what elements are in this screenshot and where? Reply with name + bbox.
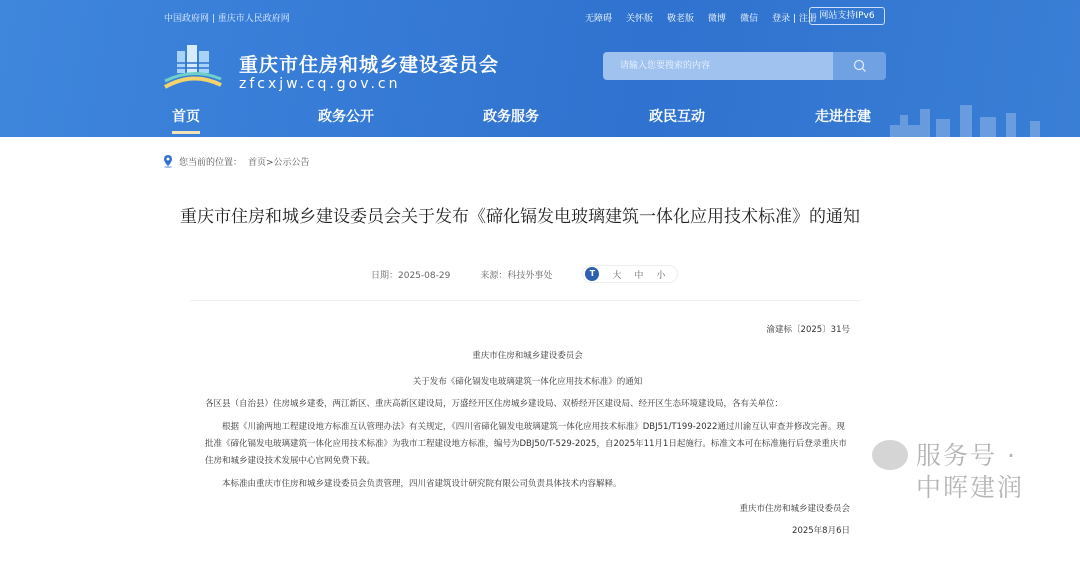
font-small-button[interactable]: 小 [656, 270, 666, 281]
link-elderly-mode[interactable]: 敬老版 [667, 14, 695, 24]
document-paragraph: 根据《川渝两地工程建设地方标准互认管理办法》有关规定，《四川省碲化镉发电玻璃建筑一体化应用技术标准》DBJ51/T199-2022通过川渝互认审查并修改完善。现批准《碲化镉发电玻璃建筑一体化应用技术标准》为我市工程建设地方标准，编号为DBJ50/T-529-2025，自2025年11月1日起施行。标准文本可在标准施行后登录重庆市住房和城乡建设技术发展中心官网免费下载。 [205, 422, 847, 466]
top-links [585, 11, 817, 24]
location-pin-icon [163, 155, 173, 168]
article-title: 重庆市住房和城乡建设委员会关于发布《碲化镉发电玻璃建筑一体化应用技术标准》的通知 [180, 207, 860, 227]
wechat-icon [872, 440, 908, 470]
top-left-links[interactable]: 中国政府网 | 重庆市人民政府网 [164, 14, 290, 24]
document-body [205, 322, 850, 540]
document-paragraph: 本标准由重庆市住房和城乡建设委员会负责管理，四川省建筑设计研究院有限公司负责具体技术内容解释。 [222, 479, 622, 489]
document-number: 渝建标〔2025〕31号 [766, 325, 850, 335]
skyline-decoration [890, 97, 1080, 137]
link-login-register[interactable]: 登录 | 注册 [772, 14, 817, 24]
article-date: 日期：2025-08-29 [371, 270, 451, 281]
search-input[interactable] [603, 52, 833, 80]
document-sign-date: 2025年8月6日 [792, 526, 850, 536]
site-header [0, 0, 1080, 137]
document-signature: 重庆市住房和城乡建设委员会 [739, 504, 850, 514]
document-recipients: 各区县（自治县）住房城乡建委，两江新区、重庆高新区建设局，万盛经开区住房城乡建设局、双桥经开区建设局、经开区生态环境建设局，各有关单位： [205, 399, 784, 409]
article-source: 来源：科技外事处 [480, 270, 553, 281]
nav-gov-affairs[interactable]: 政务公开 [318, 109, 374, 125]
breadcrumb [163, 155, 310, 168]
link-wechat[interactable]: 微信 [740, 14, 759, 24]
divider [190, 300, 860, 301]
site-logo-icon [163, 45, 223, 91]
document-subject: 关于发布《碲化镉发电玻璃建筑一体化应用技术标准》的通知 [412, 377, 643, 387]
site-name[interactable]: 重庆市住房和城乡建设委员会 [239, 54, 500, 76]
ipv6-badge[interactable]: 网站支持IPv6 [809, 7, 885, 25]
font-size-control [582, 265, 678, 283]
nav-gov-services[interactable]: 政务服务 [483, 109, 539, 125]
search-button[interactable] [833, 52, 886, 80]
nav-interaction[interactable]: 政民互动 [649, 109, 705, 125]
font-medium-button[interactable]: 中 [634, 270, 644, 281]
search-bar [603, 52, 886, 80]
site-domain: zfcxjw.cq.gov.cn [239, 76, 401, 92]
link-accessibility[interactable]: 无障碍 [585, 14, 613, 24]
document-issuer: 重庆市住房和城乡建设委员会 [472, 351, 583, 361]
breadcrumb-label: 您当前的位置： [179, 158, 243, 168]
nav-about[interactable]: 走进住建 [815, 109, 871, 125]
link-care-mode[interactable]: 关怀版 [626, 14, 654, 24]
search-icon [853, 59, 867, 73]
nav-home[interactable]: 首页 [172, 106, 200, 126]
link-weibo[interactable]: 微博 [708, 14, 727, 24]
article-meta [371, 265, 678, 283]
watermark-text: 服务号 · 中晖建润 [916, 441, 1025, 502]
font-large-button[interactable]: 大 [612, 270, 622, 281]
breadcrumb-path[interactable]: 首页>公示公告 [248, 158, 310, 168]
watermark [872, 440, 1036, 504]
font-size-icon: T [585, 267, 599, 281]
